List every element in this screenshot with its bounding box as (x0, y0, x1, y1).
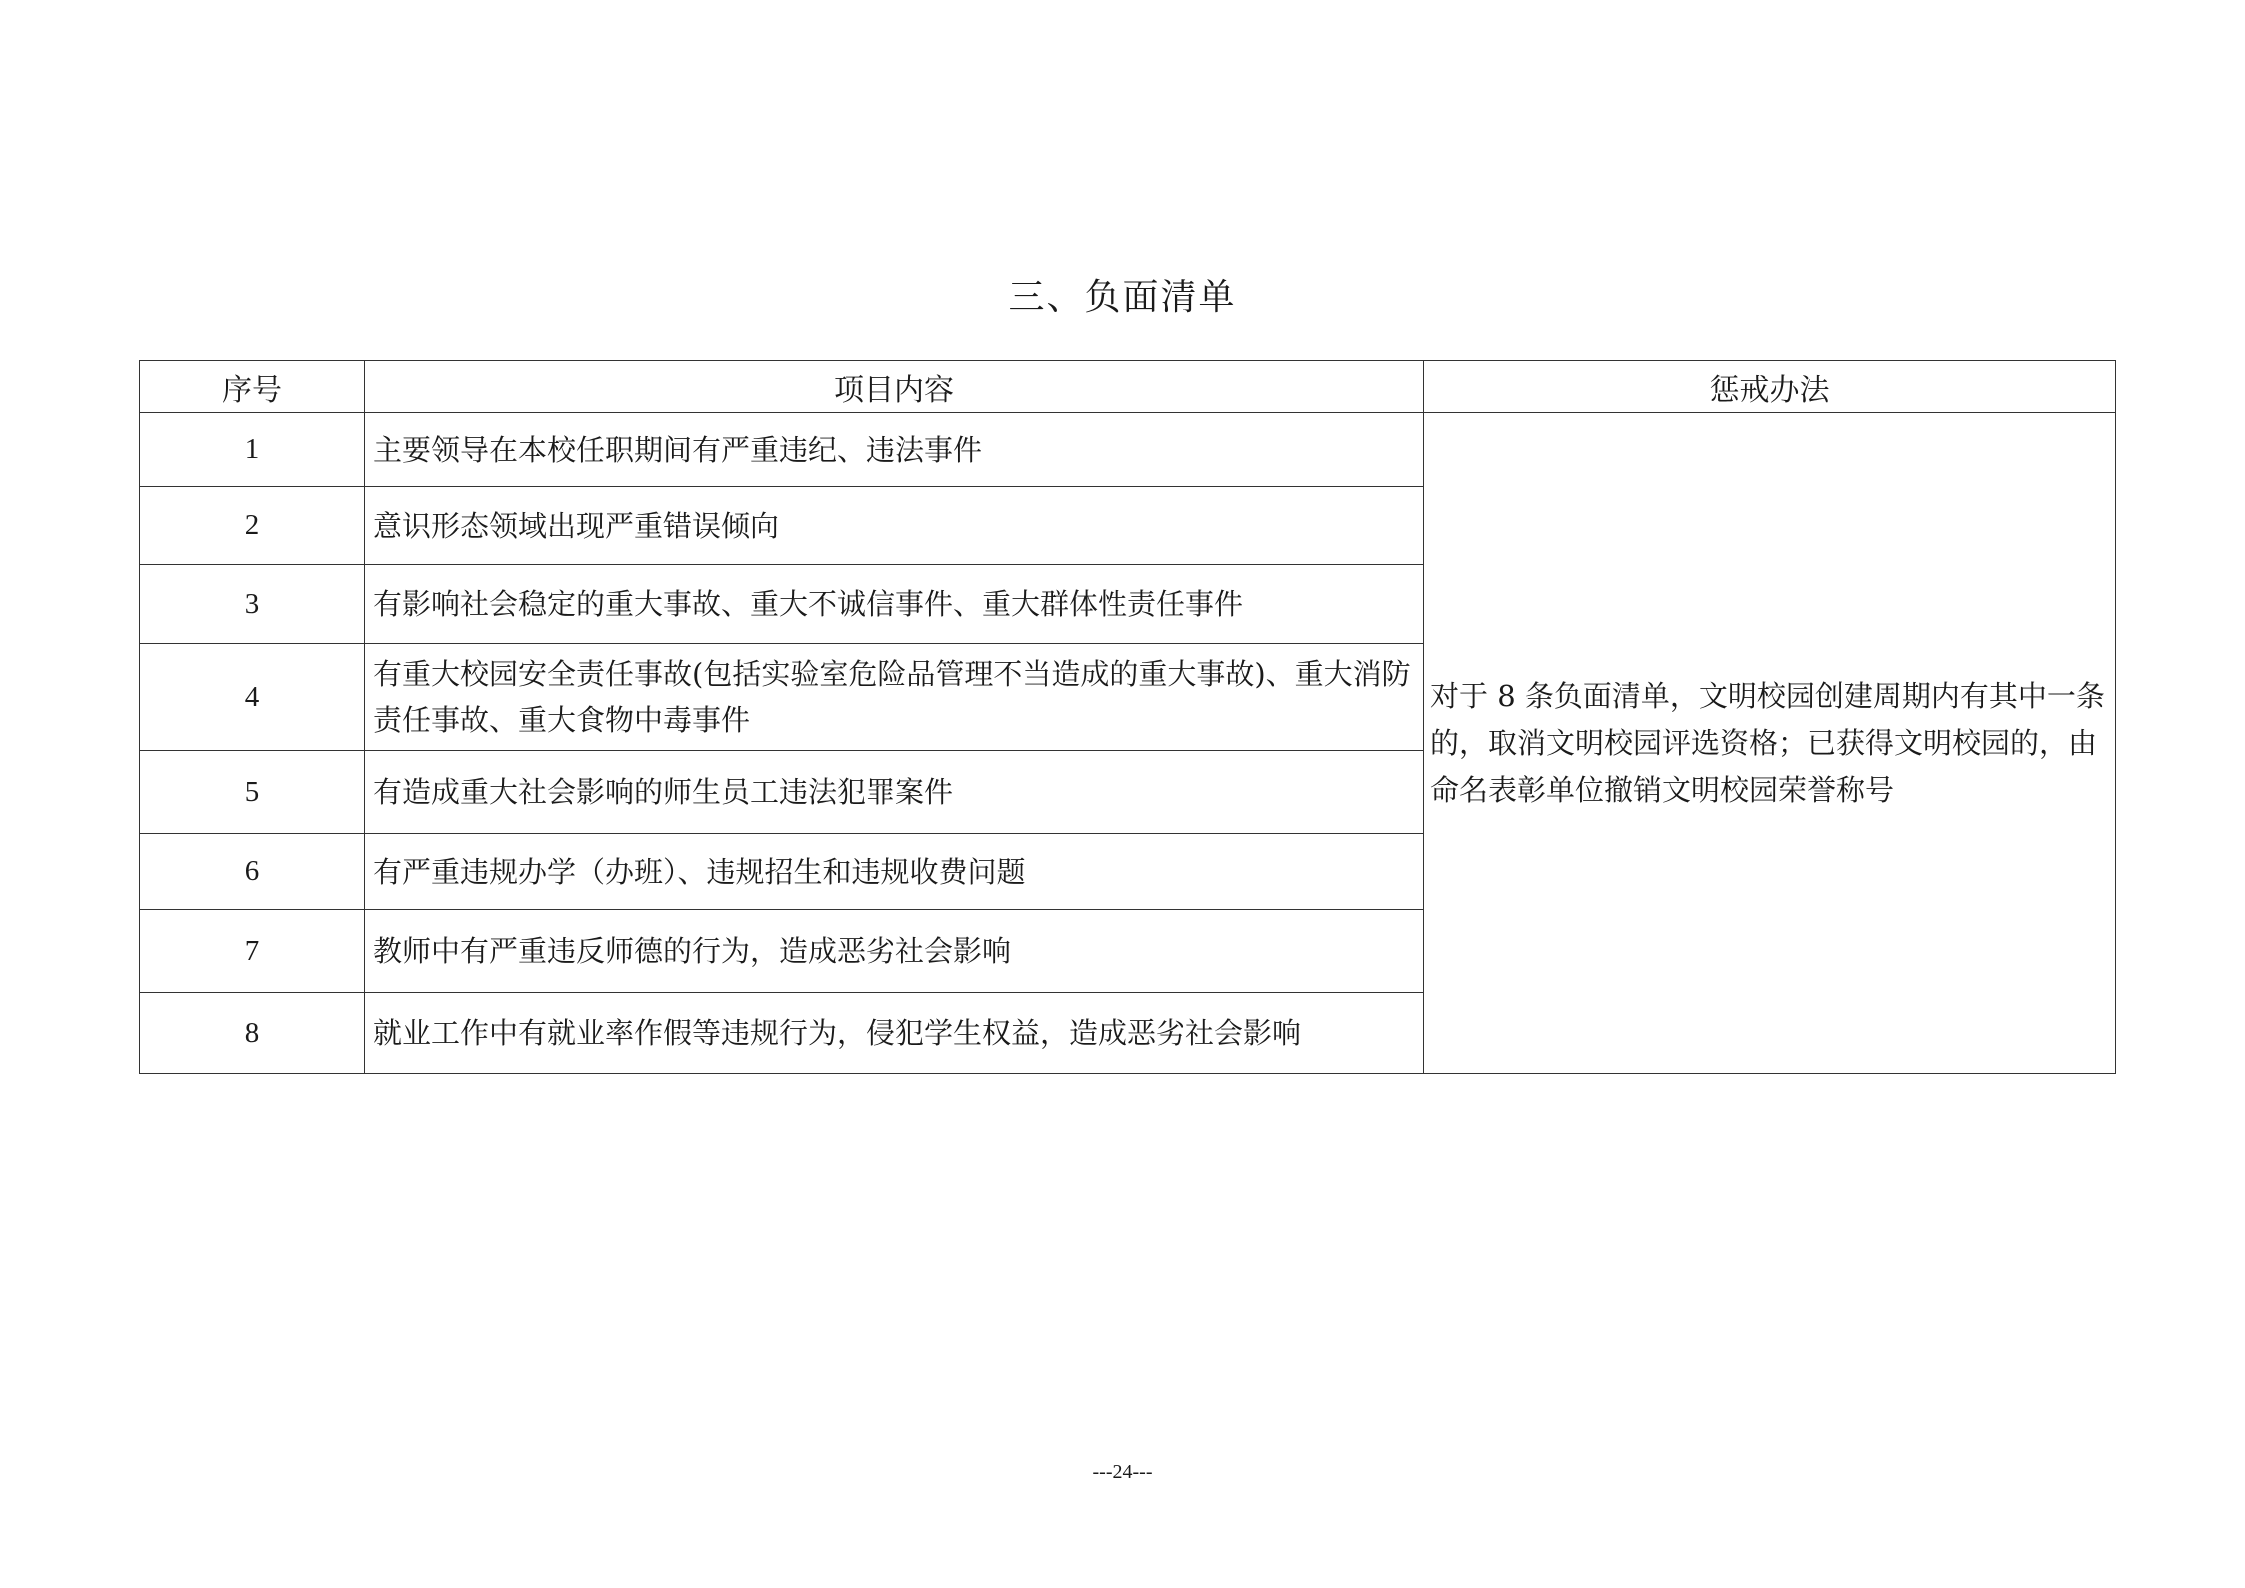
page-title: 三、负面清单 (1008, 277, 1237, 318)
row-seq: 3 (140, 565, 365, 644)
row-seq: 7 (140, 910, 365, 993)
negative-list-table (139, 360, 2115, 1074)
table-row (140, 413, 2116, 487)
row-item: 意识形态领域出现严重错误倾向 (365, 487, 1424, 565)
row-item: 有重大校园安全责任事故(包括实验室危险品管理不当造成的重大事故)、重大消防责任事故、重大食物中毒事件 (365, 644, 1424, 751)
table-header-row (140, 361, 2116, 413)
row-item: 就业工作中有就业率作假等违规行为，侵犯学生权益，造成恶劣社会影响 (365, 993, 1424, 1074)
page-number: ---24--- (1092, 1461, 1153, 1483)
penalty-cell: 对于 8 条负面清单，文明校园创建周期内有其中一条的，取消文明校园评选资格；已获得文明校园的，由命名表彰单位撤销文明校园荣誉称号 (1424, 413, 2116, 1074)
row-item: 有严重违规办学（办班）、违规招生和违规收费问题 (365, 834, 1424, 910)
row-item: 教师中有严重违反师德的行为，造成恶劣社会影响 (365, 910, 1424, 993)
row-seq: 2 (140, 487, 365, 565)
header-penalty: 惩戒办法 (1424, 361, 2116, 413)
row-seq: 4 (140, 644, 365, 751)
row-seq: 8 (140, 993, 365, 1074)
row-seq: 5 (140, 751, 365, 834)
row-item: 主要领导在本校任职期间有严重违纪、违法事件 (365, 413, 1424, 487)
row-seq: 6 (140, 834, 365, 910)
row-seq: 1 (140, 413, 365, 487)
row-item: 有影响社会稳定的重大事故、重大不诚信事件、重大群体性责任事件 (365, 565, 1424, 644)
row-item: 有造成重大社会影响的师生员工违法犯罪案件 (365, 751, 1424, 834)
header-item: 项目内容 (365, 361, 1424, 413)
header-seq: 序号 (140, 361, 365, 413)
